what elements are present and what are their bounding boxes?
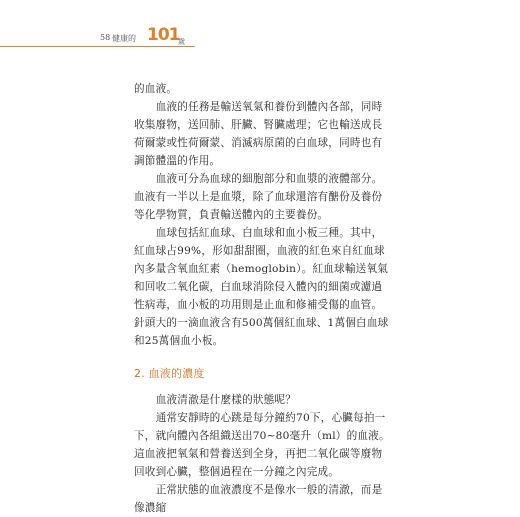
book-logo: 101 — [147, 25, 180, 45]
header-rule — [0, 46, 195, 47]
book-logo-suffix: 歲 — [178, 38, 185, 46]
page-body — [134, 80, 392, 517]
paragraph-blood-tasks: 血液的任務是輸送氧氣和養份到體內各部，同時收集廢物，送回肺、肝臟、腎臟處理；它也輸送成長荷爾蒙或性荷爾蒙、消滅病原菌的白血球，同時也有調節體溫的作用。 — [134, 101, 383, 167]
paragraph-concentration: 正常狀態的血液濃度不是像水一般的清澈，而是像濃縮 — [134, 484, 383, 514]
book-title: 健康的 — [112, 34, 136, 43]
paragraph-question: 血液清澈是什麼樣的狀態呢？ — [155, 394, 297, 406]
paragraph-blood-composition: 血液可分為血球的細胞部分和血漿的液體部分。血液有一半以上是血漿，除了血球還溶有醣份及養份等化學物質，負責輸送體內的主要養份。 — [134, 173, 383, 221]
paragraph-continuation: 的血液。 — [134, 83, 178, 95]
paragraph-blood-cells: 血球包括紅血球、白血球和血小板三種。其中，紅血球占99%，形如甜甜圈，血液的紅色來自紅血球內多量含氧血紅素（hemoglobin）。紅血球輸送氧氣和回收二氧化碳，白血球消除侵入體內的細菌或濾過性病毒，血小板的功用則是止血和修補受傷的血管。針頭大的一滴血液含有500萬個紅血球、1萬個白血球和25萬個血小板。 — [134, 227, 389, 347]
page-header — [0, 0, 520, 60]
section-heading: 2. 血液的濃度 — [134, 367, 205, 380]
paragraph-heartbeat: 通常安靜時的心跳是每分鐘約70下，心臟每拍一下，就向體內各組織送出70~80毫升（ml）的血液。這血液把氧氣和營養送到全身，再把二氧化碳等廢物回收到心臟，整個過程在一分鐘之內完成。 — [134, 412, 390, 478]
page-number: 58 — [100, 33, 111, 42]
